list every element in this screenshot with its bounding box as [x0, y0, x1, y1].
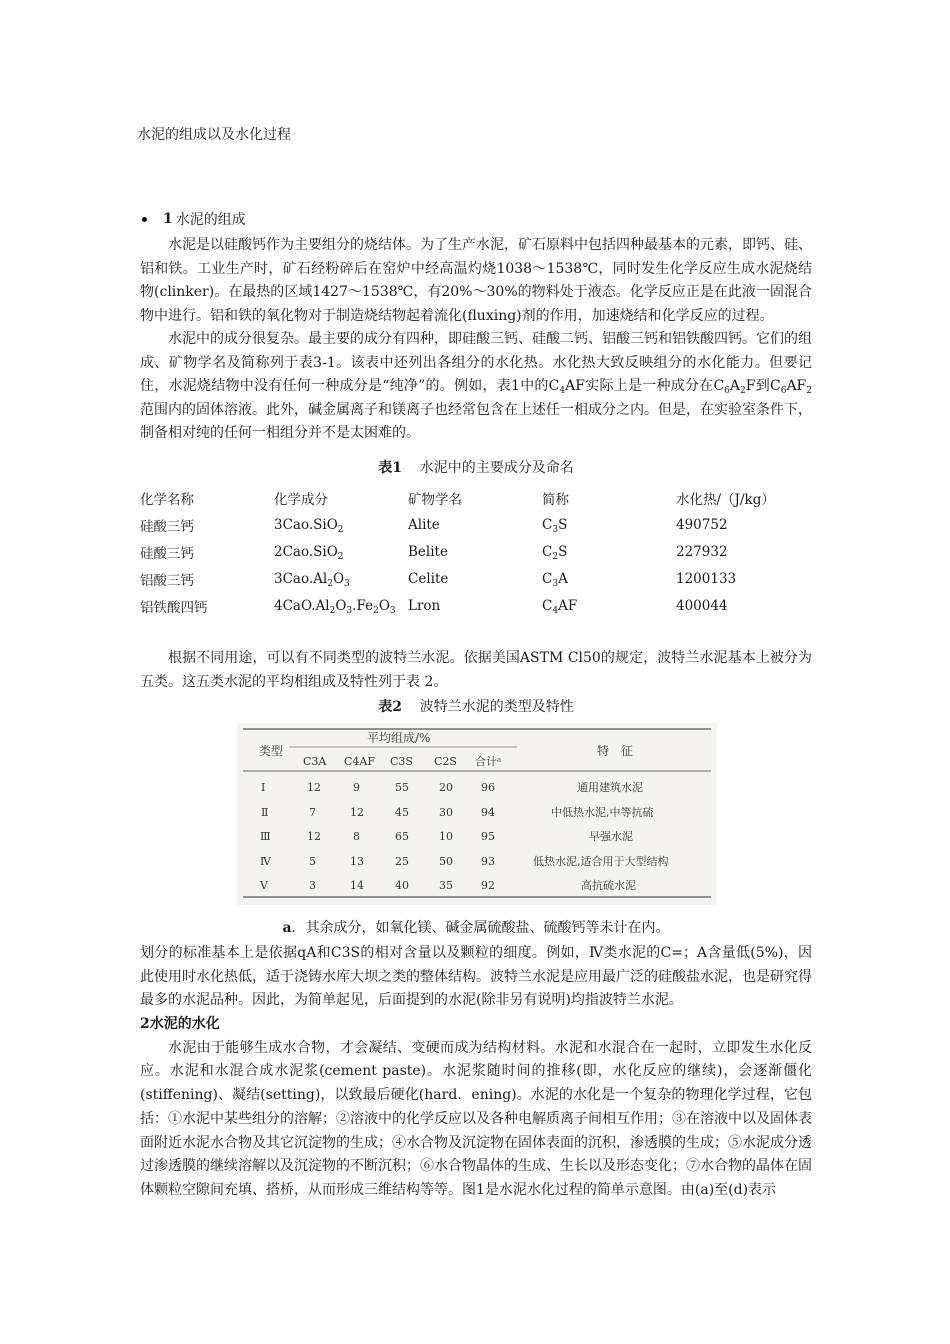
- table-2-row: [261, 805, 654, 819]
- svg-text:Ⅳ: Ⅳ: [260, 855, 271, 868]
- table-2-row: [260, 854, 669, 868]
- table-row: [140, 592, 780, 619]
- svg-text:55: 55: [395, 781, 409, 794]
- section-1-title: 水泥的组成: [175, 212, 246, 228]
- table-cell: Belite: [408, 543, 448, 560]
- table-header-row: [140, 484, 780, 511]
- table-cell: 227932: [676, 543, 728, 560]
- svg-text:92: 92: [481, 879, 495, 892]
- table-1: [140, 484, 780, 619]
- svg-text:中低热水泥,中等抗硫: 中低热水泥,中等抗硫: [551, 806, 654, 819]
- svg-text:93: 93: [481, 855, 495, 868]
- table-cell: 3Cao.SiO$_2$: [274, 516, 344, 535]
- svg-text:12: 12: [307, 781, 321, 794]
- table-2-row: [260, 829, 633, 843]
- svg-text:通用建筑水泥: 通用建筑水泥: [577, 781, 643, 794]
- table-2-header-feature: 特 征: [597, 744, 634, 758]
- section-2-paragraph-1: 水泥由于能够生成水合物，才会凝结、变硬而成为结构材料。水泥和水混合在一起时，立即发生水化反应。水泥和水混合成水泥浆(cement paste)。水泥浆随时间的推移(即，水化反应的继续)，会逐渐僵化(stiffening)、凝结(setting)，以致最后硬化(hard．ening)。水泥的水化是一个复杂的物理化学过程，它包括：①水泥中某些组分的溶解；②溶液中的化学反应以及各种电解质离子间相互作用；③在溶液中以及固体表面附近水泥水合物及其它沉淀物的生成；④水合物及沉淀物在固体表面的沉积，渗透膜的生成；⑤水泥成分透过渗透膜的继续溶解以及沉淀物的不断沉积；⑥水合物晶体的生成、生长以及形态变化；⑦水合物的晶体在固体颗粒空隙间充填、搭桥，从而形成三维结构等等。图1是水泥水化过程的简单示意图。由(a)至(d)表示: [140, 1039, 812, 1199]
- table-cell: 400044: [676, 597, 728, 614]
- table-cell: Lron: [408, 597, 441, 614]
- svg-text:25: 25: [395, 855, 409, 868]
- svg-text:96: 96: [481, 781, 495, 794]
- table-2-col-c3a: C3A: [303, 755, 327, 768]
- table-2-col-c3s: C3S: [390, 755, 413, 768]
- table-cell: 铝铁酸四钙: [140, 599, 208, 616]
- table-2-footnote: a．其余成分，如氧化镁、碱金属硫酸盐、硫酸钙等未计在内。: [282, 920, 670, 936]
- section-1-paragraph-2: 水泥中的成分很复杂。最主要的成分有四种，即硅酸三钙、硅酸二钙、铝酸三钙和铝铁酸四钙。它们的组成、矿物学名及简称列于表3-1。该表中还列出各组分的水化热。水化热大致反映组分的水化能力。但要记住，水泥烧结物中没有任何一种成分是“纯净”的。例如，表1中的$C_4AF$实际上是一种成分在$C_6A_2F$到$C_6AF_2$范围内的固体溶液。此外，碱金属离子和镁离子也经常包含在上述任一相成分之内。但是，在实验室条件下，制备相对纯的任何一相组分并不是太困难的。: [140, 331, 812, 441]
- table-2-scanned: [237, 723, 717, 905]
- table-2-header-type: 类型: [259, 744, 284, 758]
- svg-text:13: 13: [350, 855, 364, 868]
- document-title: 水泥的组成以及水化过程: [137, 127, 291, 143]
- table-2-col-total: 合计ᵃ: [475, 755, 502, 768]
- paragraph-standard: 划分的标准基本上是依据qA和C3S的相对含量以及颗粒的细度。例如，Ⅳ类水泥的C=；A含量低(5%)，因此使用时水化热低，适于浇铸水库大坝之类的整体结构。波特兰水泥是应用最广泛的硅酸盐水泥，也是研究得最多的水泥品种。因此，为简单起见，后面提到的水泥(除非另有说明)均指波特兰水泥。: [140, 945, 812, 1008]
- table-row: [140, 538, 780, 565]
- table-2-row: [261, 780, 643, 794]
- table-header-cell: 化学名称: [140, 491, 194, 508]
- table-cell: 490752: [676, 516, 728, 533]
- table-cell: 硅酸三钙: [140, 545, 194, 562]
- svg-text:14: 14: [350, 879, 364, 892]
- section-2-block: [140, 942, 812, 1203]
- table-1-caption: 表1 水泥中的主要成分及命名: [378, 460, 574, 476]
- table-cell: 1200133: [676, 570, 737, 587]
- table-cell: $C_2S$: [542, 543, 568, 562]
- section-1-heading: [140, 208, 812, 230]
- svg-text:45: 45: [395, 806, 409, 819]
- svg-text:高抗硫水泥: 高抗硫水泥: [581, 879, 636, 892]
- svg-text:7: 7: [309, 806, 316, 819]
- table-cell: 铝酸三钙: [140, 572, 194, 589]
- bullet-icon: [142, 217, 147, 222]
- svg-text:95: 95: [481, 830, 495, 843]
- svg-text:Ⅲ: Ⅲ: [260, 830, 271, 843]
- svg-text:65: 65: [395, 830, 409, 843]
- table-header-cell: 水化热/（J/kg）: [676, 491, 775, 508]
- table-cell: $C_4AF$: [542, 597, 578, 616]
- table-2-row: [259, 878, 636, 892]
- svg-text:50: 50: [439, 855, 453, 868]
- section-1-paragraph-1: 水泥是以硅酸钙作为主要组分的烧结体。为了生产水泥，矿石原料中包括四种最基本的元素，即钙、硅、铝和铁。工业生产时，矿石经粉碎后在窑炉中经高温灼烧1038～1538℃，同时发生化学反应生成水泥烧结物(clinker)。在最热的区域1427～1538℃，有20%～30%的物料处于液态。化学反应正是在此液一固混合物中进行。铝和铁的氧化物对于制造烧结物起着流化(fluxing)剂的作用，加速烧结和化学反应的过程。: [140, 237, 812, 324]
- svg-text:5: 5: [309, 855, 316, 868]
- table-2-caption: 表2 波特兰水泥的类型及特性: [378, 699, 574, 715]
- svg-text:20: 20: [439, 781, 453, 794]
- table-cell: $4CaO.Al_2O_3.Fe_2O_3$: [274, 597, 396, 616]
- table-row: [140, 565, 780, 592]
- table-cell: 硅酸三钙: [140, 518, 194, 535]
- section-2-heading: 2水泥的水化: [140, 1015, 220, 1032]
- table-cell: $3Cao.Al_2O_3$: [274, 570, 350, 589]
- svg-text:Ⅰ: Ⅰ: [261, 781, 266, 794]
- table-2-col-c4af: C4AF: [344, 755, 375, 768]
- svg-text:8: 8: [353, 830, 360, 843]
- table-header-cell: 化学成分: [274, 491, 328, 508]
- table-cell: 2Cao.SiO$_2$: [274, 543, 344, 562]
- table-cell: Celite: [408, 570, 449, 587]
- svg-text:Ⅱ: Ⅱ: [261, 806, 269, 819]
- svg-text:10: 10: [439, 830, 453, 843]
- section-1: [140, 208, 812, 446]
- svg-text:9: 9: [353, 781, 360, 794]
- table-row: [140, 511, 780, 538]
- table-header-cell: 简称: [542, 491, 569, 508]
- svg-text:12: 12: [307, 830, 321, 843]
- svg-text:30: 30: [439, 806, 453, 819]
- svg-text:35: 35: [439, 879, 453, 892]
- svg-text:低热水泥,适合用于大型结构: 低热水泥,适合用于大型结构: [533, 855, 669, 868]
- table-cell: $C_3S$: [542, 516, 568, 535]
- paragraph-cement-types: 根据不同用途，可以有不同类型的波特兰水泥。依据美国ASTM Cl50的规定，波特兰水泥基本上被分为五类。这五类水泥的平均相组成及特性列于表 2。: [140, 650, 812, 690]
- table-cell: Alite: [408, 516, 440, 533]
- svg-text:早强水泥: 早强水泥: [589, 830, 633, 843]
- section-1-number: 1: [163, 211, 173, 227]
- table-2-col-c2s: C2S: [434, 755, 457, 768]
- table-header-cell: 矿物学名: [408, 491, 462, 508]
- table-2-header-group: 平均组成/%: [367, 731, 431, 745]
- svg-text:3: 3: [309, 879, 316, 892]
- svg-text:40: 40: [395, 879, 409, 892]
- table-cell: $C_3A$: [542, 570, 568, 589]
- svg-text:Ⅴ: Ⅴ: [260, 879, 268, 892]
- svg-text:94: 94: [481, 806, 495, 819]
- svg-text:12: 12: [350, 806, 364, 819]
